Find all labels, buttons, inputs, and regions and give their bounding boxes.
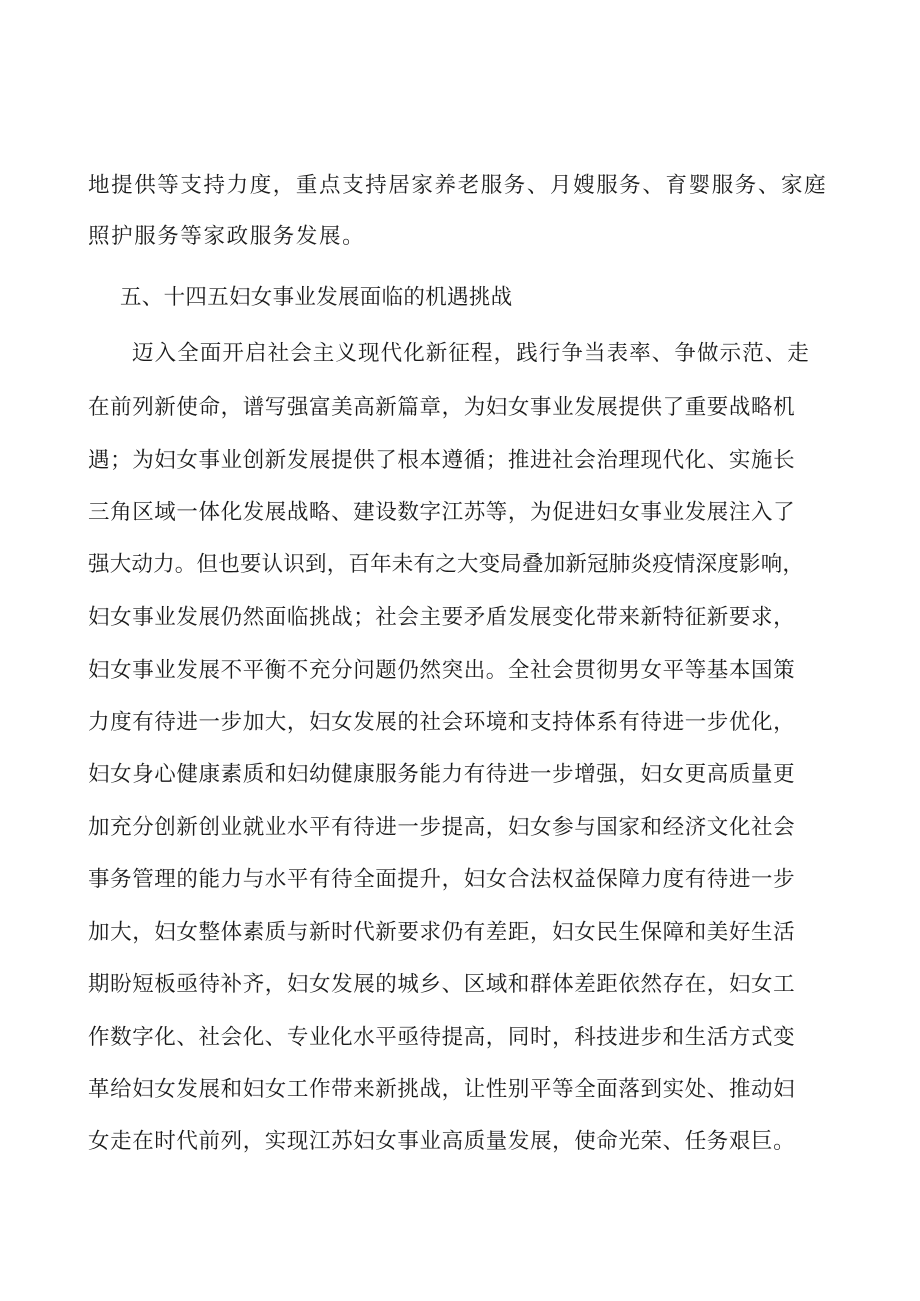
paragraph-line: 迈入全面开启社会主义现代化新征程，践行争当表率、争做示范、走 xyxy=(132,341,811,366)
paragraph-line: 作数字化、社会化、专业化水平亟待提高，同时，科技进步和生活方式变 xyxy=(88,1025,796,1050)
paragraph-line: 妇女身心健康素质和妇幼健康服务能力有待进一步增强，妇女更高质量更 xyxy=(88,762,796,787)
paragraph-line: 加大，妇女整体素质与新时代新要求仍有差距，妇女民生保障和美好生活 xyxy=(88,920,796,945)
paragraph-line: 期盼短板亟待补齐，妇女发展的城乡、区域和群体差距依然存在，妇女工 xyxy=(88,972,796,997)
section-heading: 五、十四五妇女事业发展面临的机遇挑战 xyxy=(120,285,513,310)
paragraph-line: 在前列新使命，谱写强富美高新篇章，为妇女事业发展提供了重要战略机 xyxy=(88,395,796,420)
paragraph-line: 妇女事业发展仍然面临挑战；社会主要矛盾发展变化带来新特征新要求， xyxy=(88,605,796,630)
paragraph-line: 革给妇女发展和妇女工作带来新挑战，让性别平等全面落到实处、推动妇 xyxy=(88,1077,796,1102)
paragraph-line: 力度有待进一步加大，妇女发展的社会环境和支持体系有待进一步优化， xyxy=(88,710,796,735)
paragraph-line: 强大动力。但也要认识到，百年未有之大变局叠加新冠肺炎疫情深度影响， xyxy=(88,552,805,577)
paragraph-continued-line: 地提供等支持力度，重点支持居家养老服务、月嫂服务、育婴服务、家庭 xyxy=(88,173,828,198)
paragraph-line: 女走在时代前列，实现江苏妇女事业高质量发展，使命光荣、任务艰巨。 xyxy=(88,1129,796,1154)
paragraph-line: 三角区域一体化发展战略、建设数字江苏等，为促进妇女事业发展注入了 xyxy=(88,500,796,525)
paragraph-line: 遇；为妇女事业创新发展提供了根本遵循；推进社会治理现代化、实施长 xyxy=(88,448,796,473)
paragraph-continued-line: 照护服务等家政服务发展。 xyxy=(88,224,366,249)
paragraph-line: 妇女事业发展不平衡不充分问题仍然突出。全社会贯彻男女平等基本国策 xyxy=(88,658,796,683)
paragraph-line: 事务管理的能力与水平有待全面提升，妇女合法权益保障力度有待进一步 xyxy=(88,867,796,892)
paragraph-line: 加充分创新创业就业水平有待进一步提高，妇女参与国家和经济文化社会 xyxy=(88,815,796,840)
